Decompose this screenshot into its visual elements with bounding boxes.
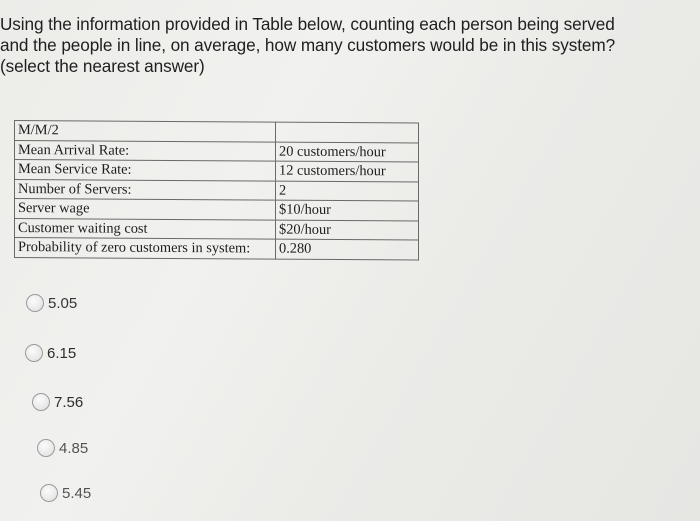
radio-button[interactable] bbox=[40, 484, 58, 502]
table-cell-value bbox=[276, 122, 419, 142]
table-row bbox=[15, 199, 419, 221]
radio-button[interactable] bbox=[32, 393, 50, 411]
question-line-2: and the people in line, on average, how many customers would be in this system? bbox=[0, 35, 616, 55]
table-cell-value: 0.280 bbox=[276, 239, 419, 259]
table-row bbox=[15, 140, 419, 162]
answer-option-label[interactable]: 5.05 bbox=[48, 294, 78, 312]
table-cell-label: Mean Arrival Rate: bbox=[15, 140, 276, 161]
table-cell-value: 20 customers/hour bbox=[276, 142, 419, 162]
table-cell-label: Server wage bbox=[15, 199, 276, 220]
radio-button[interactable] bbox=[26, 294, 44, 312]
answer-option-label[interactable]: 4.85 bbox=[59, 439, 89, 457]
table-cell-value: $20/hour bbox=[276, 220, 419, 240]
answer-option-3[interactable] bbox=[32, 393, 83, 411]
answer-option-5[interactable] bbox=[40, 484, 91, 502]
question-text bbox=[0, 14, 640, 77]
table-cell-label: Customer waiting cost bbox=[15, 218, 276, 239]
answer-option-4[interactable] bbox=[37, 439, 88, 457]
table-row bbox=[15, 121, 419, 143]
answer-option-label[interactable]: 6.15 bbox=[47, 344, 77, 362]
answer-option-2[interactable] bbox=[25, 344, 76, 362]
table-row bbox=[15, 218, 419, 240]
answer-option-label[interactable]: 7.56 bbox=[54, 393, 84, 411]
table-row bbox=[15, 160, 419, 182]
radio-button[interactable] bbox=[25, 344, 43, 362]
table-cell-value: 2 bbox=[276, 181, 419, 201]
queue-parameters-table bbox=[14, 120, 419, 260]
table-cell-label: M/M/2 bbox=[15, 121, 276, 142]
table-cell-value: $10/hour bbox=[276, 200, 419, 220]
question-line-3: (select the nearest answer) bbox=[0, 56, 205, 76]
table-cell-label: Mean Service Rate: bbox=[15, 160, 276, 181]
radio-button[interactable] bbox=[37, 439, 55, 457]
answer-option-label[interactable]: 5.45 bbox=[62, 484, 92, 502]
table-row bbox=[15, 238, 419, 260]
question-line-1: Using the information provided in Table below, counting each person being served bbox=[0, 14, 615, 34]
table-cell-label: Probability of zero customers in system: bbox=[15, 238, 276, 259]
table-cell-value: 12 customers/hour bbox=[276, 161, 419, 181]
answer-option-1[interactable] bbox=[26, 294, 77, 312]
table-row bbox=[15, 179, 419, 201]
table-cell-label: Number of Servers: bbox=[15, 179, 276, 200]
